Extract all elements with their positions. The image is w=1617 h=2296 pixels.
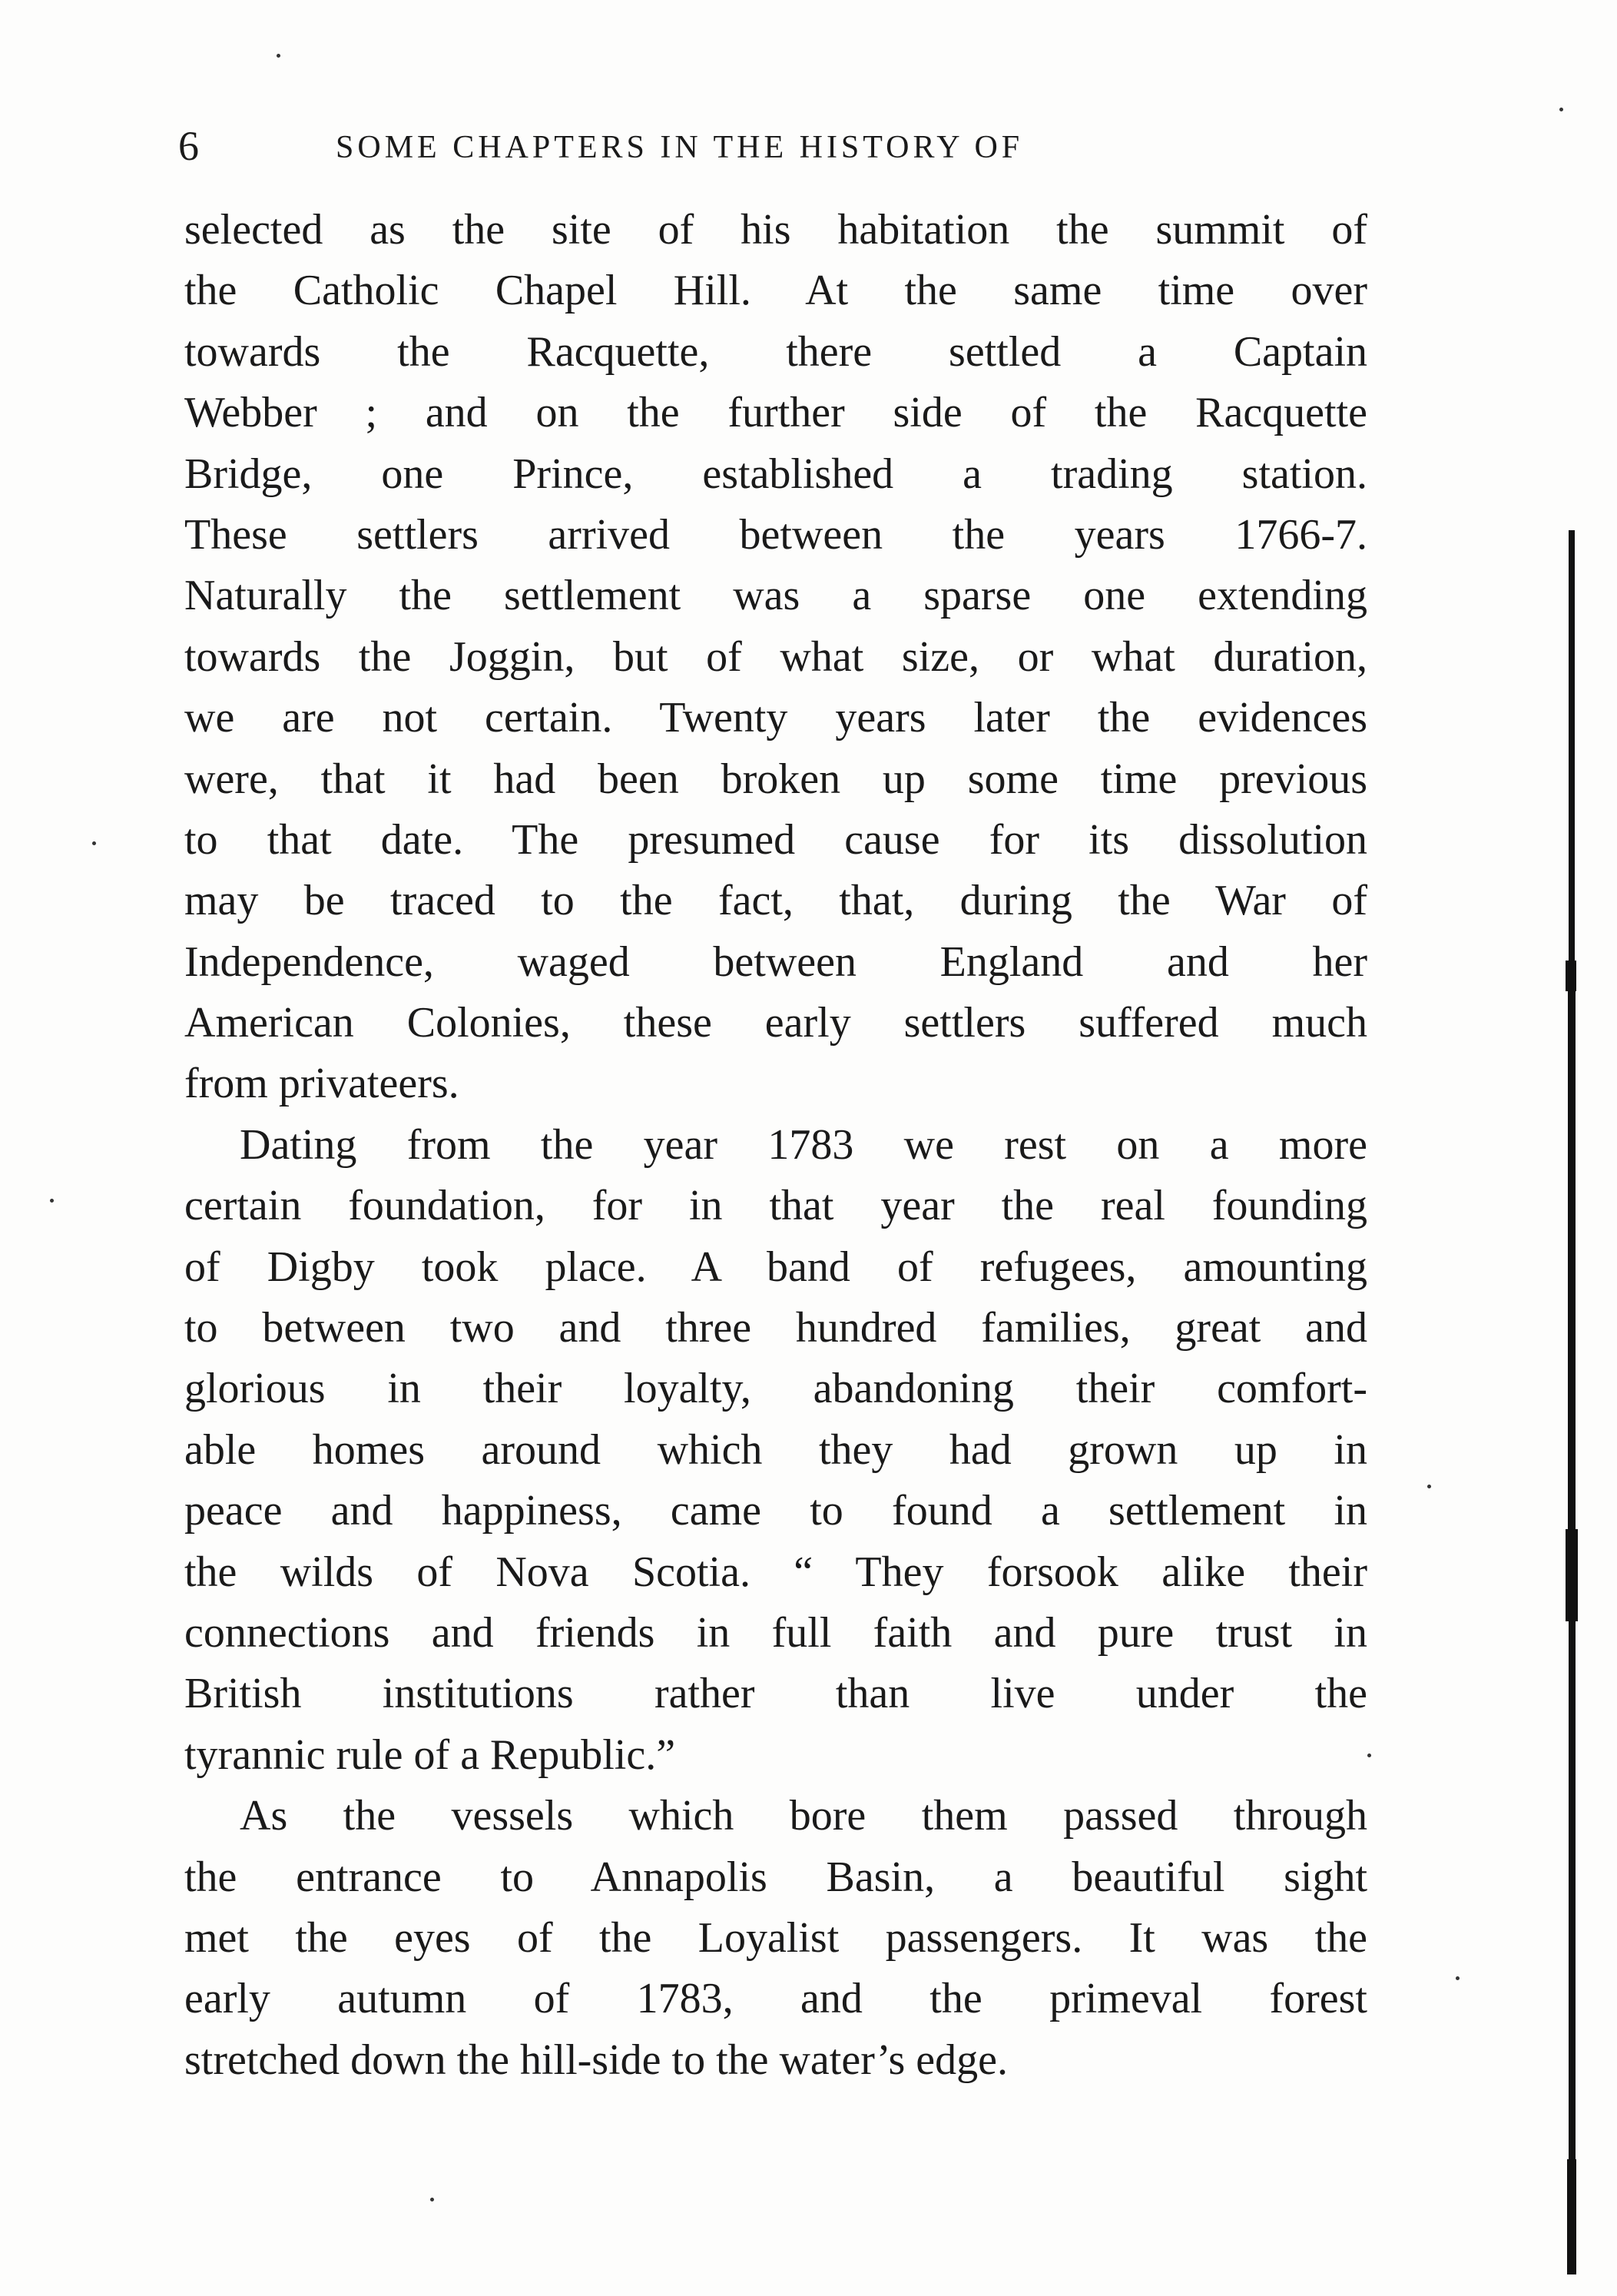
text-line: These settlers arrived between the years 1766-7. bbox=[184, 510, 1367, 559]
text-line: early autumn of 1783, and the primeval forest bbox=[184, 1975, 1367, 2023]
scan-speck bbox=[50, 1199, 54, 1203]
text-line: towards the Joggin, but of what size, or what duration, bbox=[184, 632, 1367, 681]
text-line: we are not certain. Twenty years later the evidences bbox=[184, 694, 1367, 742]
running-header bbox=[178, 123, 1377, 169]
text-line: were, that it had been broken up some time previous bbox=[184, 755, 1367, 803]
text-line: stretched down the hill-side to the water’s edge. bbox=[184, 2036, 1008, 2084]
running-title: SOME CHAPTERS IN THE HISTORY OF bbox=[336, 130, 1024, 165]
text-line: to that date. The presumed cause for its dissolution bbox=[184, 815, 1367, 864]
text-line: American Colonies, these early settlers suffered much bbox=[184, 999, 1367, 1047]
text-line: towards the Racquette, there settled a Captain bbox=[184, 327, 1367, 376]
text-line: able homes around which they had grown up in bbox=[184, 1425, 1367, 1474]
text-line: Webber ; and on the further side of the Racquette bbox=[184, 389, 1367, 437]
text-line: British institutions rather than live under the bbox=[184, 1670, 1367, 1718]
text-line: tyrannic rule of a Republic.” bbox=[184, 1730, 676, 1779]
text-line: met the eyes of the Loyalist passengers. It was the bbox=[184, 1913, 1367, 1962]
text-line: may be traced to the fact, that, during the War of bbox=[184, 877, 1367, 925]
body-text bbox=[184, 200, 1367, 2091]
text-line: Dating from the year 1783 we rest on a more bbox=[240, 1120, 1367, 1169]
page-number: 6 bbox=[178, 123, 199, 169]
text-line: the Catholic Chapel Hill. At the same time over bbox=[184, 267, 1367, 315]
scan-speck bbox=[1456, 1976, 1460, 1980]
text-line: from privateers. bbox=[184, 1060, 459, 1108]
scan-speck bbox=[1559, 108, 1563, 111]
scan-speck bbox=[1427, 1485, 1431, 1488]
scan-speck bbox=[1367, 1754, 1371, 1757]
text-line: selected as the site of his habitation the summit of bbox=[184, 206, 1367, 254]
scan-edge-artifact bbox=[1566, 530, 1578, 2274]
scan-speck bbox=[92, 841, 96, 845]
text-line: to between two and three hundred families, great and bbox=[184, 1304, 1367, 1352]
text-line: Naturally the settlement was a sparse one extending bbox=[184, 572, 1367, 620]
text-line: the wilds of Nova Scotia. “ They forsook alike their bbox=[184, 1548, 1367, 1596]
text-line: connections and friends in full faith and pure trust in bbox=[184, 1608, 1367, 1657]
scan-speck bbox=[430, 2198, 434, 2201]
text-line: Independence, waged between England and her bbox=[184, 937, 1367, 986]
text-line: the entrance to Annapolis Basin, a beautiful sight bbox=[184, 1853, 1367, 1901]
text-line: of Digby took place. A band of refugees, amounting bbox=[184, 1243, 1367, 1291]
text-line: peace and happiness, came to found a settlement in bbox=[184, 1487, 1367, 1535]
text-line: As the vessels which bore them passed through bbox=[240, 1792, 1367, 1840]
text-line: Bridge, one Prince, established a trading station. bbox=[184, 450, 1367, 498]
text-line: certain foundation, for in that year the real founding bbox=[184, 1182, 1367, 1230]
scan-speck bbox=[277, 54, 280, 58]
text-line: glorious in their loyalty, abandoning their comfort- bbox=[184, 1365, 1367, 1413]
